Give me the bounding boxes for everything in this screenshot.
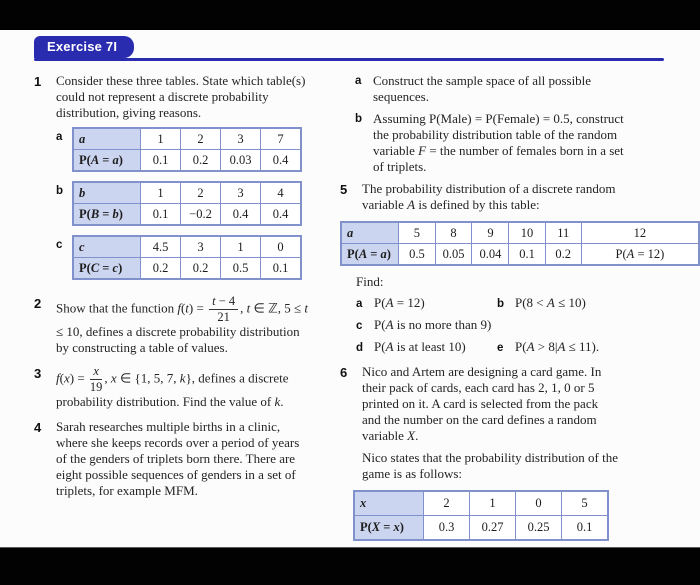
q6-table: [353, 490, 609, 541]
prob-cell: 0.4: [221, 204, 261, 226]
table-row: [354, 516, 608, 541]
prob-cell: 0.1: [141, 150, 181, 172]
part-text: Construct the sample space of all possible sequences.: [373, 73, 592, 104]
value-cell: 0: [261, 236, 302, 258]
prob-cell: 0.2: [545, 244, 581, 266]
value-cell: 2: [181, 128, 221, 150]
question-4-part-a: [355, 73, 700, 105]
prob-cell: 0.25: [516, 516, 562, 541]
q1-table-c: [72, 235, 302, 280]
row-header-cell: a: [341, 222, 399, 244]
value-cell: 7: [261, 128, 302, 150]
prob-cell: 0.4: [261, 150, 302, 172]
table-row: [73, 258, 301, 280]
part-label: b: [56, 185, 64, 197]
row-header-cell: b: [73, 182, 141, 204]
value-cell: 8: [435, 222, 472, 244]
question-body: [56, 365, 334, 411]
fraction: [209, 295, 238, 324]
question-number: 6: [340, 365, 348, 380]
q1-table-b: [72, 181, 302, 226]
formula-tail: , x ∈ {1, 5, 7, k}, defines a discrete probability distribution. Find the value of k.: [56, 370, 289, 409]
row-header-cell: c: [73, 236, 141, 258]
question-4-part-b: [355, 111, 700, 175]
find-item-text: P(A is at least 10): [374, 339, 466, 354]
letterbox-bottom: [0, 547, 700, 585]
part-text: Assuming P(Male) = P(Female) = 0.5, construct the probability distribution table of the random variable F = the number of females born in a set of triplets.: [373, 111, 624, 174]
prob-cell: 0.2: [141, 258, 181, 280]
row-header-cell: P(X = x): [354, 516, 424, 541]
prob-cell: 0.2: [181, 258, 221, 280]
header-rule: [34, 58, 664, 61]
question-text-2: Nico states that the probability distribution of the game is as follows:: [362, 450, 618, 481]
question-text: The probability distribution of a discrete random variable A is defined by this table:: [362, 181, 616, 212]
prob-cell: 0.05: [435, 244, 472, 266]
question-2: [34, 295, 334, 357]
left-column: [34, 73, 334, 541]
fraction-numerator: t − 4: [209, 295, 238, 310]
find-row: [356, 317, 700, 334]
table-row: [354, 491, 608, 516]
question-text: [56, 295, 312, 356]
prob-cell: 0.4: [261, 204, 302, 226]
value-cell: 1: [221, 236, 261, 258]
question-body: [56, 73, 334, 289]
value-cell: 5: [399, 222, 435, 244]
question-number: 4: [34, 420, 42, 435]
row-header-cell: a: [73, 128, 141, 150]
value-cell: 11: [545, 222, 581, 244]
row-header-cell: P(A = a): [73, 150, 141, 172]
question-4: [34, 419, 334, 499]
q5-table: [340, 221, 700, 266]
question-number: 5: [340, 182, 348, 197]
table-row: [341, 222, 699, 244]
q1-table-b-block: [56, 181, 334, 226]
prob-cell: 0.27: [470, 516, 516, 541]
row-header-cell: P(C = c): [73, 258, 141, 280]
question-6: [340, 364, 700, 488]
value-cell: 1: [141, 128, 181, 150]
question-text: Nico and Artem are designing a card game. In their pack of cards, each card has 2, 1, 0 or 5 printed on it. A card is selected from the pack and the number on the card defines a random variable X.: [362, 364, 602, 443]
prob-cell: −0.2: [181, 204, 221, 226]
value-cell: 3: [181, 236, 221, 258]
table-row: [73, 236, 301, 258]
question-number: 1: [34, 74, 42, 89]
value-cell: 2: [424, 491, 470, 516]
find-item-text: P(A = 12): [374, 295, 425, 310]
row-header-cell: P(B = b): [73, 204, 141, 226]
exercise-tab: [34, 36, 134, 58]
part-label: c: [356, 320, 363, 332]
prob-cell: 0.5: [221, 258, 261, 280]
right-column: [340, 73, 700, 541]
find-item-b: [497, 295, 586, 312]
part-label: b: [497, 298, 505, 310]
find-item-text: P(A is no more than 9): [374, 317, 492, 332]
value-cell: 1: [141, 182, 181, 204]
prob-cell: 0.2: [181, 150, 221, 172]
value-cell: 4: [261, 182, 302, 204]
part-label: b: [355, 113, 363, 125]
two-column-layout: [34, 73, 700, 541]
q1-table-c-block: [56, 235, 334, 280]
q5-find-section: [356, 274, 700, 356]
textbook-page: [0, 30, 700, 548]
value-cell: 1: [470, 491, 516, 516]
value-cell: 9: [472, 222, 509, 244]
question-1: [34, 73, 334, 289]
question-body: [56, 295, 334, 357]
question-number: 2: [34, 296, 42, 311]
question-text: Sarah researches multiple births in a clinic, where she keeps records over a period of years of the genders of triplets born there. There are eight possible sequences of genders in a set of triplets, for example MFM.: [56, 419, 300, 498]
find-item-text: P(A > 8|A ≤ 11).: [515, 339, 600, 354]
table-row: [73, 150, 301, 172]
q1-table-a-block: [56, 127, 334, 172]
prob-cell: 0.3: [424, 516, 470, 541]
letterbox-top: [0, 0, 700, 31]
part-label: a: [355, 75, 362, 87]
fraction-numerator: x: [90, 365, 103, 380]
formula-lead: f(x) =: [56, 370, 88, 386]
part-label: e: [497, 342, 504, 354]
prob-cell: 0.1: [261, 258, 302, 280]
question-5: [340, 181, 700, 217]
table-row: [73, 204, 301, 226]
value-cell: 3: [221, 128, 261, 150]
prob-cell: P(A = 12): [581, 244, 699, 266]
prob-cell: 0.5: [399, 244, 435, 266]
exercise-title: Exercise 7I: [47, 39, 118, 54]
prob-cell: 0.1: [562, 516, 609, 541]
formula-tail: , t ∈ ℤ, 5 ≤ t ≤ 10, defines a discrete probability distribution by constructing a table of values.: [56, 300, 309, 355]
value-cell: 0: [516, 491, 562, 516]
table-row: [341, 244, 699, 266]
part-label: a: [56, 131, 63, 143]
row-header-cell: x: [354, 491, 424, 516]
find-item-c: [356, 317, 491, 334]
part-label: d: [356, 342, 364, 354]
prob-cell: 0.03: [221, 150, 261, 172]
find-item-a: [356, 295, 497, 312]
exercise-header: [34, 36, 664, 61]
table-row: [73, 182, 301, 204]
row-header-cell: P(A = a): [341, 244, 399, 266]
value-cell: 10: [509, 222, 545, 244]
value-cell: 4.5: [141, 236, 181, 258]
part-label: c: [56, 239, 63, 251]
table-row: [73, 128, 301, 150]
value-cell: 2: [181, 182, 221, 204]
fraction: [90, 365, 103, 394]
prob-cell: 0.04: [472, 244, 509, 266]
question-3: [34, 365, 334, 411]
question-text: Consider these three tables. State which table(s) could not represent a discrete probability distribution, giving reasons.: [56, 73, 306, 120]
question-body: [362, 181, 700, 217]
find-label: Find:: [356, 274, 384, 289]
question-body: [56, 419, 334, 499]
value-cell: 12: [581, 222, 699, 244]
question-body: [362, 364, 700, 488]
formula-lead: Show that the function f(t) =: [56, 300, 208, 316]
value-cell: 5: [562, 491, 609, 516]
find-row: [356, 339, 700, 356]
fraction-denominator: 19: [89, 380, 103, 394]
find-row: [356, 295, 700, 312]
question-text: [56, 365, 312, 410]
value-cell: 3: [221, 182, 261, 204]
find-item-e: [497, 339, 599, 356]
prob-cell: 0.1: [141, 204, 181, 226]
fraction-denominator: 21: [217, 310, 230, 324]
find-item-d: [356, 339, 497, 356]
prob-cell: 0.1: [509, 244, 545, 266]
question-number: 3: [34, 366, 42, 381]
part-label: a: [356, 298, 363, 310]
find-item-text: P(8 < A ≤ 10): [515, 295, 586, 310]
q1-table-a: [72, 127, 302, 172]
